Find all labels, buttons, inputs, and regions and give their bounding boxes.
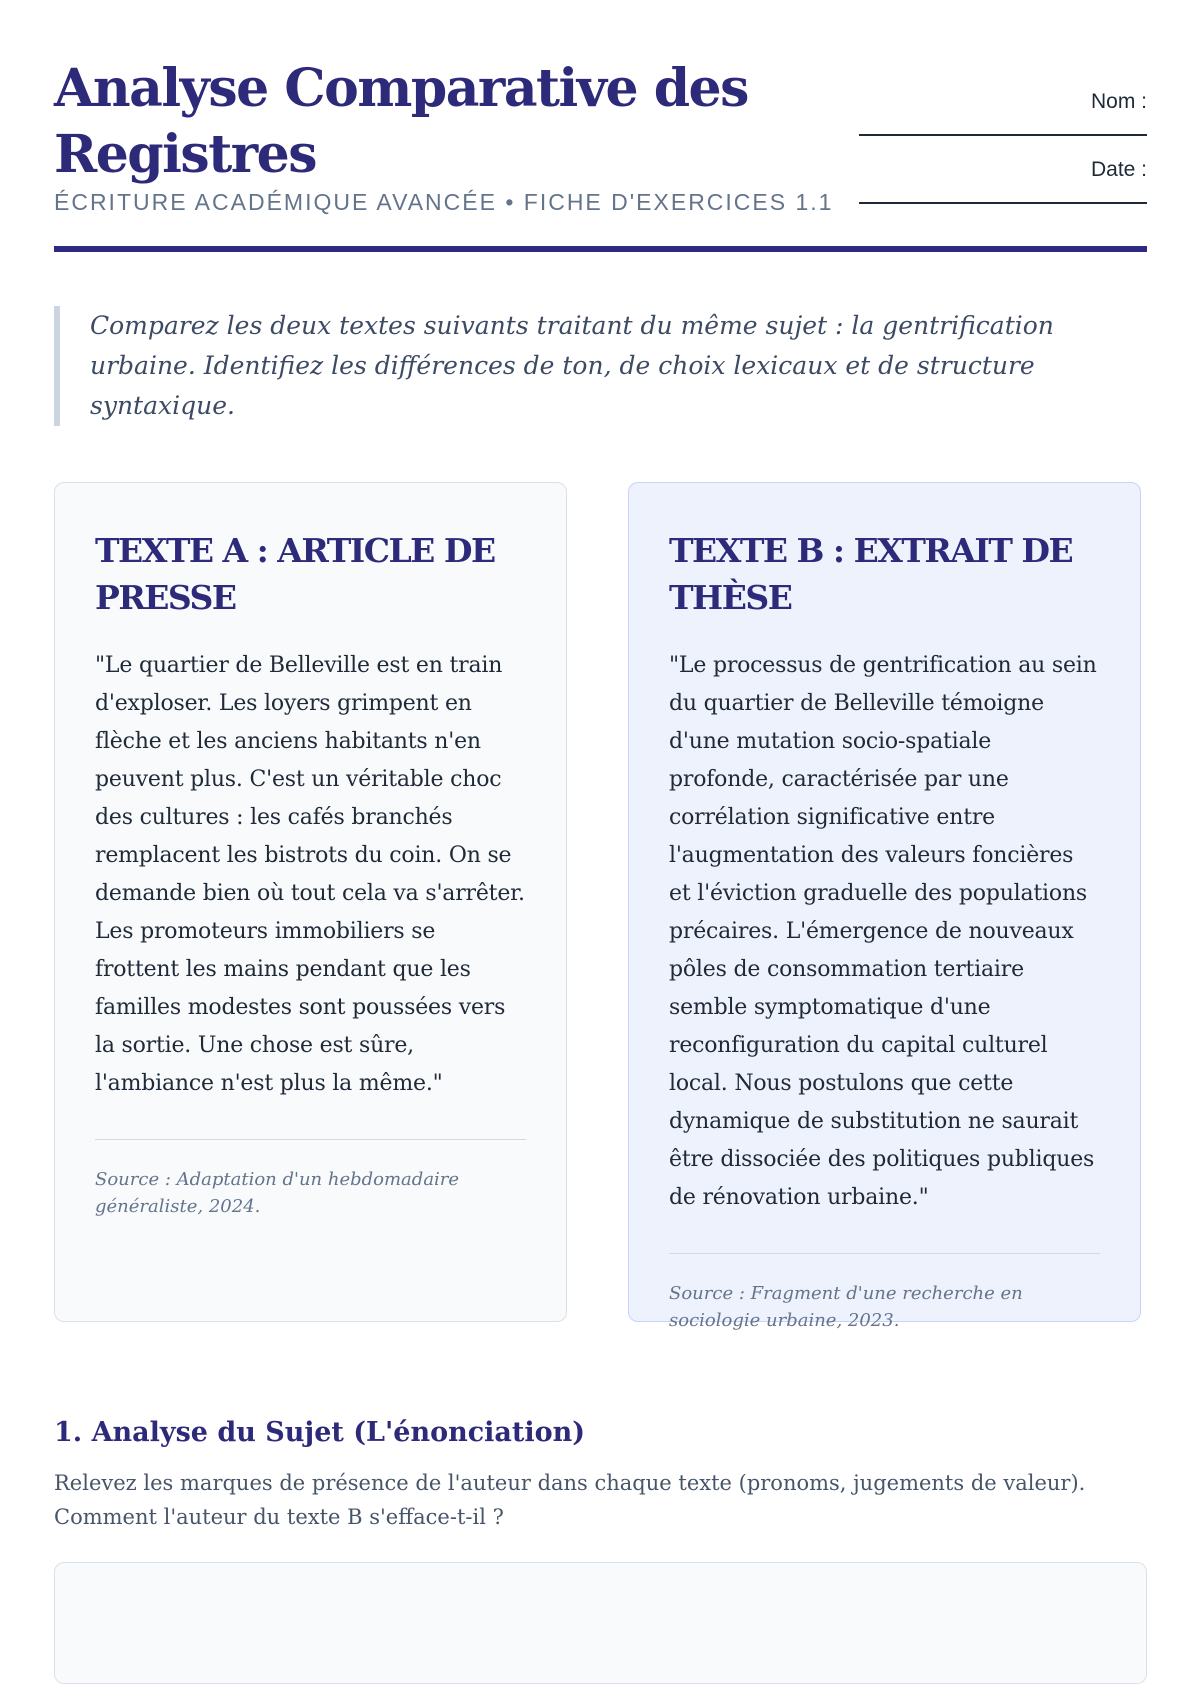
header-divider	[54, 246, 1147, 252]
text-a-body: "Le quartier de Belleville est en train d'exploser. Les loyers grimpent en flèche et les anciens habitants n'en peuvent plus. C'est un véritable choc des cultures : les cafés branchés remplacent les bistrots du coin. On se demande bien où tout cela va s'arrêter. Les promoteurs immobiliers se frottent les mains pendant que les familles modestes sont poussées vers la sortie. Une chose est sûre, l'ambiance n'est plus la même."	[95, 653, 525, 1096]
text-b-title: TEXTE B : EXTRAIT DE THÈSE	[669, 531, 1073, 617]
date-field-line[interactable]	[859, 202, 1147, 204]
page-subtitle: ÉCRITURE ACADÉMIQUE AVANCÉE • FICHE D'EXERCICES 1.1	[54, 189, 834, 215]
worksheet-page	[54, 0, 1147, 1600]
name-row	[857, 90, 1147, 158]
text-b-card	[628, 482, 1141, 1331]
date-row	[857, 158, 1147, 226]
text-b-body: "Le processus de gentrification au sein du quartier de Belleville témoigne d'une mutation socio-spatiale profonde, caractérisée par une corrélation significative entre l'augmentation des valeurs foncières et l'éviction graduelle des populations précaires. L'émergence de nouveaux pôles de consommation tertiaire semble symptomatique d'une reconfiguration du capital culturel local. Nous postulons que cette dynamique de substitution ne saurait être dissociée des politiques publiques de rénovation urbaine."	[669, 653, 1097, 1210]
section-1-answer-box[interactable]	[54, 1562, 1147, 1684]
instructions-quote: Comparez les deux textes suivants traitant du même sujet : la gentrification urbaine. Identifiez les différences de ton, de choix lexicaux et de structure syntaxique.	[54, 306, 1150, 426]
section-1-title: 1. Analyse du Sujet (L'énonciation)	[54, 1417, 586, 1448]
name-field-line[interactable]	[859, 134, 1147, 136]
worksheet-header	[54, 56, 1147, 256]
text-a-card	[54, 482, 567, 1322]
text-b-divider	[669, 1253, 1100, 1254]
text-a-divider	[95, 1139, 526, 1140]
student-info	[857, 90, 1147, 226]
text-b-source: Source : Fragment d'une recherche en sociologie urbaine, 2023.	[669, 1283, 1023, 1331]
page-title: Analyse Comparative des Registres	[54, 58, 748, 185]
text-a-title: TEXTE A : ARTICLE DE PRESSE	[95, 531, 495, 617]
section-1-prompt: Relevez les marques de présence de l'auteur dans chaque texte (pronoms, jugements de valeur). Comment l'auteur du texte B s'efface-t-il ?	[54, 1471, 1086, 1529]
text-a-source: Source : Adaptation d'un hebdomadaire généraliste, 2024.	[95, 1169, 460, 1217]
date-label: Date :	[1090, 158, 1147, 181]
name-label: Nom :	[1090, 90, 1147, 113]
